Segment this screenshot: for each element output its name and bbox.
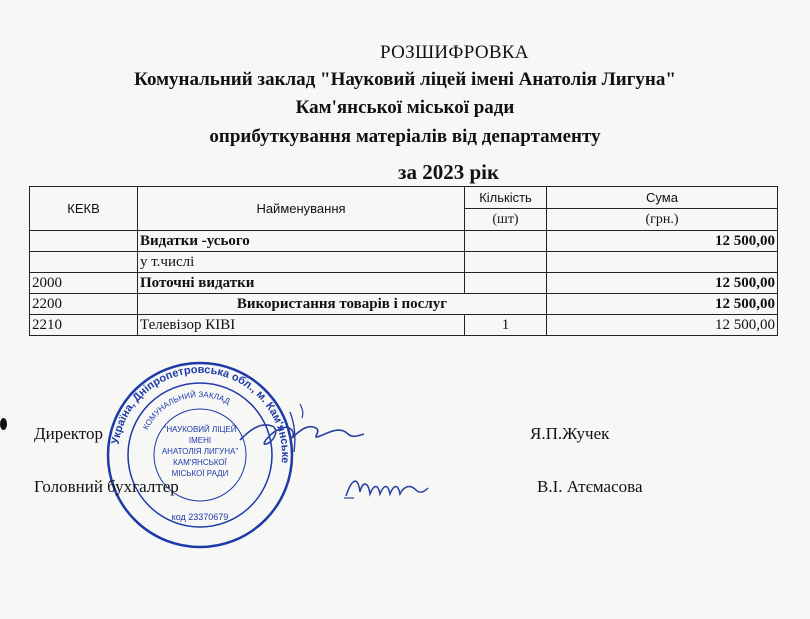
director-name: Я.П.Жучек: [530, 424, 610, 443]
stamp-ring-text: КОМУНАЛЬНИЙ ЗАКЛАД: [141, 389, 232, 432]
table-header-row: [30, 187, 778, 209]
col-kekv-header: КЕКВ: [30, 187, 138, 231]
director-signature-icon: [230, 392, 370, 462]
row-qty: 1: [465, 315, 547, 336]
row-sum: 12 500,00: [547, 231, 778, 252]
stamp-line1: "НАУКОВИЙ ЛІЦЕЙ: [163, 425, 237, 434]
col-qty-header: Кількість: [465, 187, 547, 209]
stamp-outer-text: Україна, Дніпропетровська обл., м. Кам'янське: [109, 363, 292, 464]
row-kekv: 2210: [30, 315, 138, 336]
table-row: [30, 294, 778, 315]
row-sum: 12 500,00: [547, 294, 778, 315]
document-title: РОЗШИФРОВКА: [380, 42, 529, 63]
director-label: Директор: [34, 424, 103, 443]
hole-punch-mark: [0, 418, 7, 430]
col-qty-unit: (шт): [465, 209, 547, 231]
stamp-code: код 23370679: [171, 512, 229, 522]
row-kekv: 2200: [30, 294, 138, 315]
row-sum: 12 500,00: [547, 315, 778, 336]
row-sum: [547, 252, 778, 273]
council-name: Кам'янської міської ради: [295, 97, 515, 118]
stamp-line2: ІМЕНІ: [188, 436, 212, 445]
row-name: Видатки -усього: [138, 231, 465, 252]
table-row: [30, 315, 778, 336]
accountant-name: В.І. Атємасова: [537, 477, 643, 496]
row-kekv: [30, 231, 138, 252]
row-sum: 12 500,00: [547, 273, 778, 294]
col-sum-unit: (грн.): [547, 209, 778, 231]
table-row: [30, 273, 778, 294]
col-name-header: Найменування: [138, 187, 465, 231]
accountant-label: Головний бухгалтер: [34, 477, 179, 496]
table-row: [30, 231, 778, 252]
stamp-line5: МІСЬКОЇ РАДИ: [171, 469, 229, 478]
row-qty: [465, 231, 547, 252]
organization-name: Комунальний заклад "Науковий ліцей імені Анатолія Лигуна": [134, 69, 676, 90]
accountant-signature-icon: [340, 468, 430, 508]
row-kekv: 2000: [30, 273, 138, 294]
table-row: [30, 252, 778, 273]
report-period: за 2023 рік: [398, 160, 500, 184]
row-name: у т.числі: [138, 252, 465, 273]
row-name: Телевізор КІВІ: [138, 315, 465, 336]
row-qty: [465, 273, 547, 294]
materials-table: [29, 186, 778, 336]
stamp-line4: КАМ'ЯНСЬКОЇ: [173, 458, 227, 467]
row-qty: [465, 252, 547, 273]
row-kekv: [30, 252, 138, 273]
row-name: Використання товарів і послуг: [138, 294, 547, 315]
row-name: Поточні видатки: [138, 273, 465, 294]
col-sum-header: Сума: [547, 187, 778, 209]
stamp-line3: АНАТОЛІЯ ЛИГУНА": [161, 447, 239, 456]
document-subject: оприбуткування матеріалів від департаменту: [209, 126, 601, 147]
